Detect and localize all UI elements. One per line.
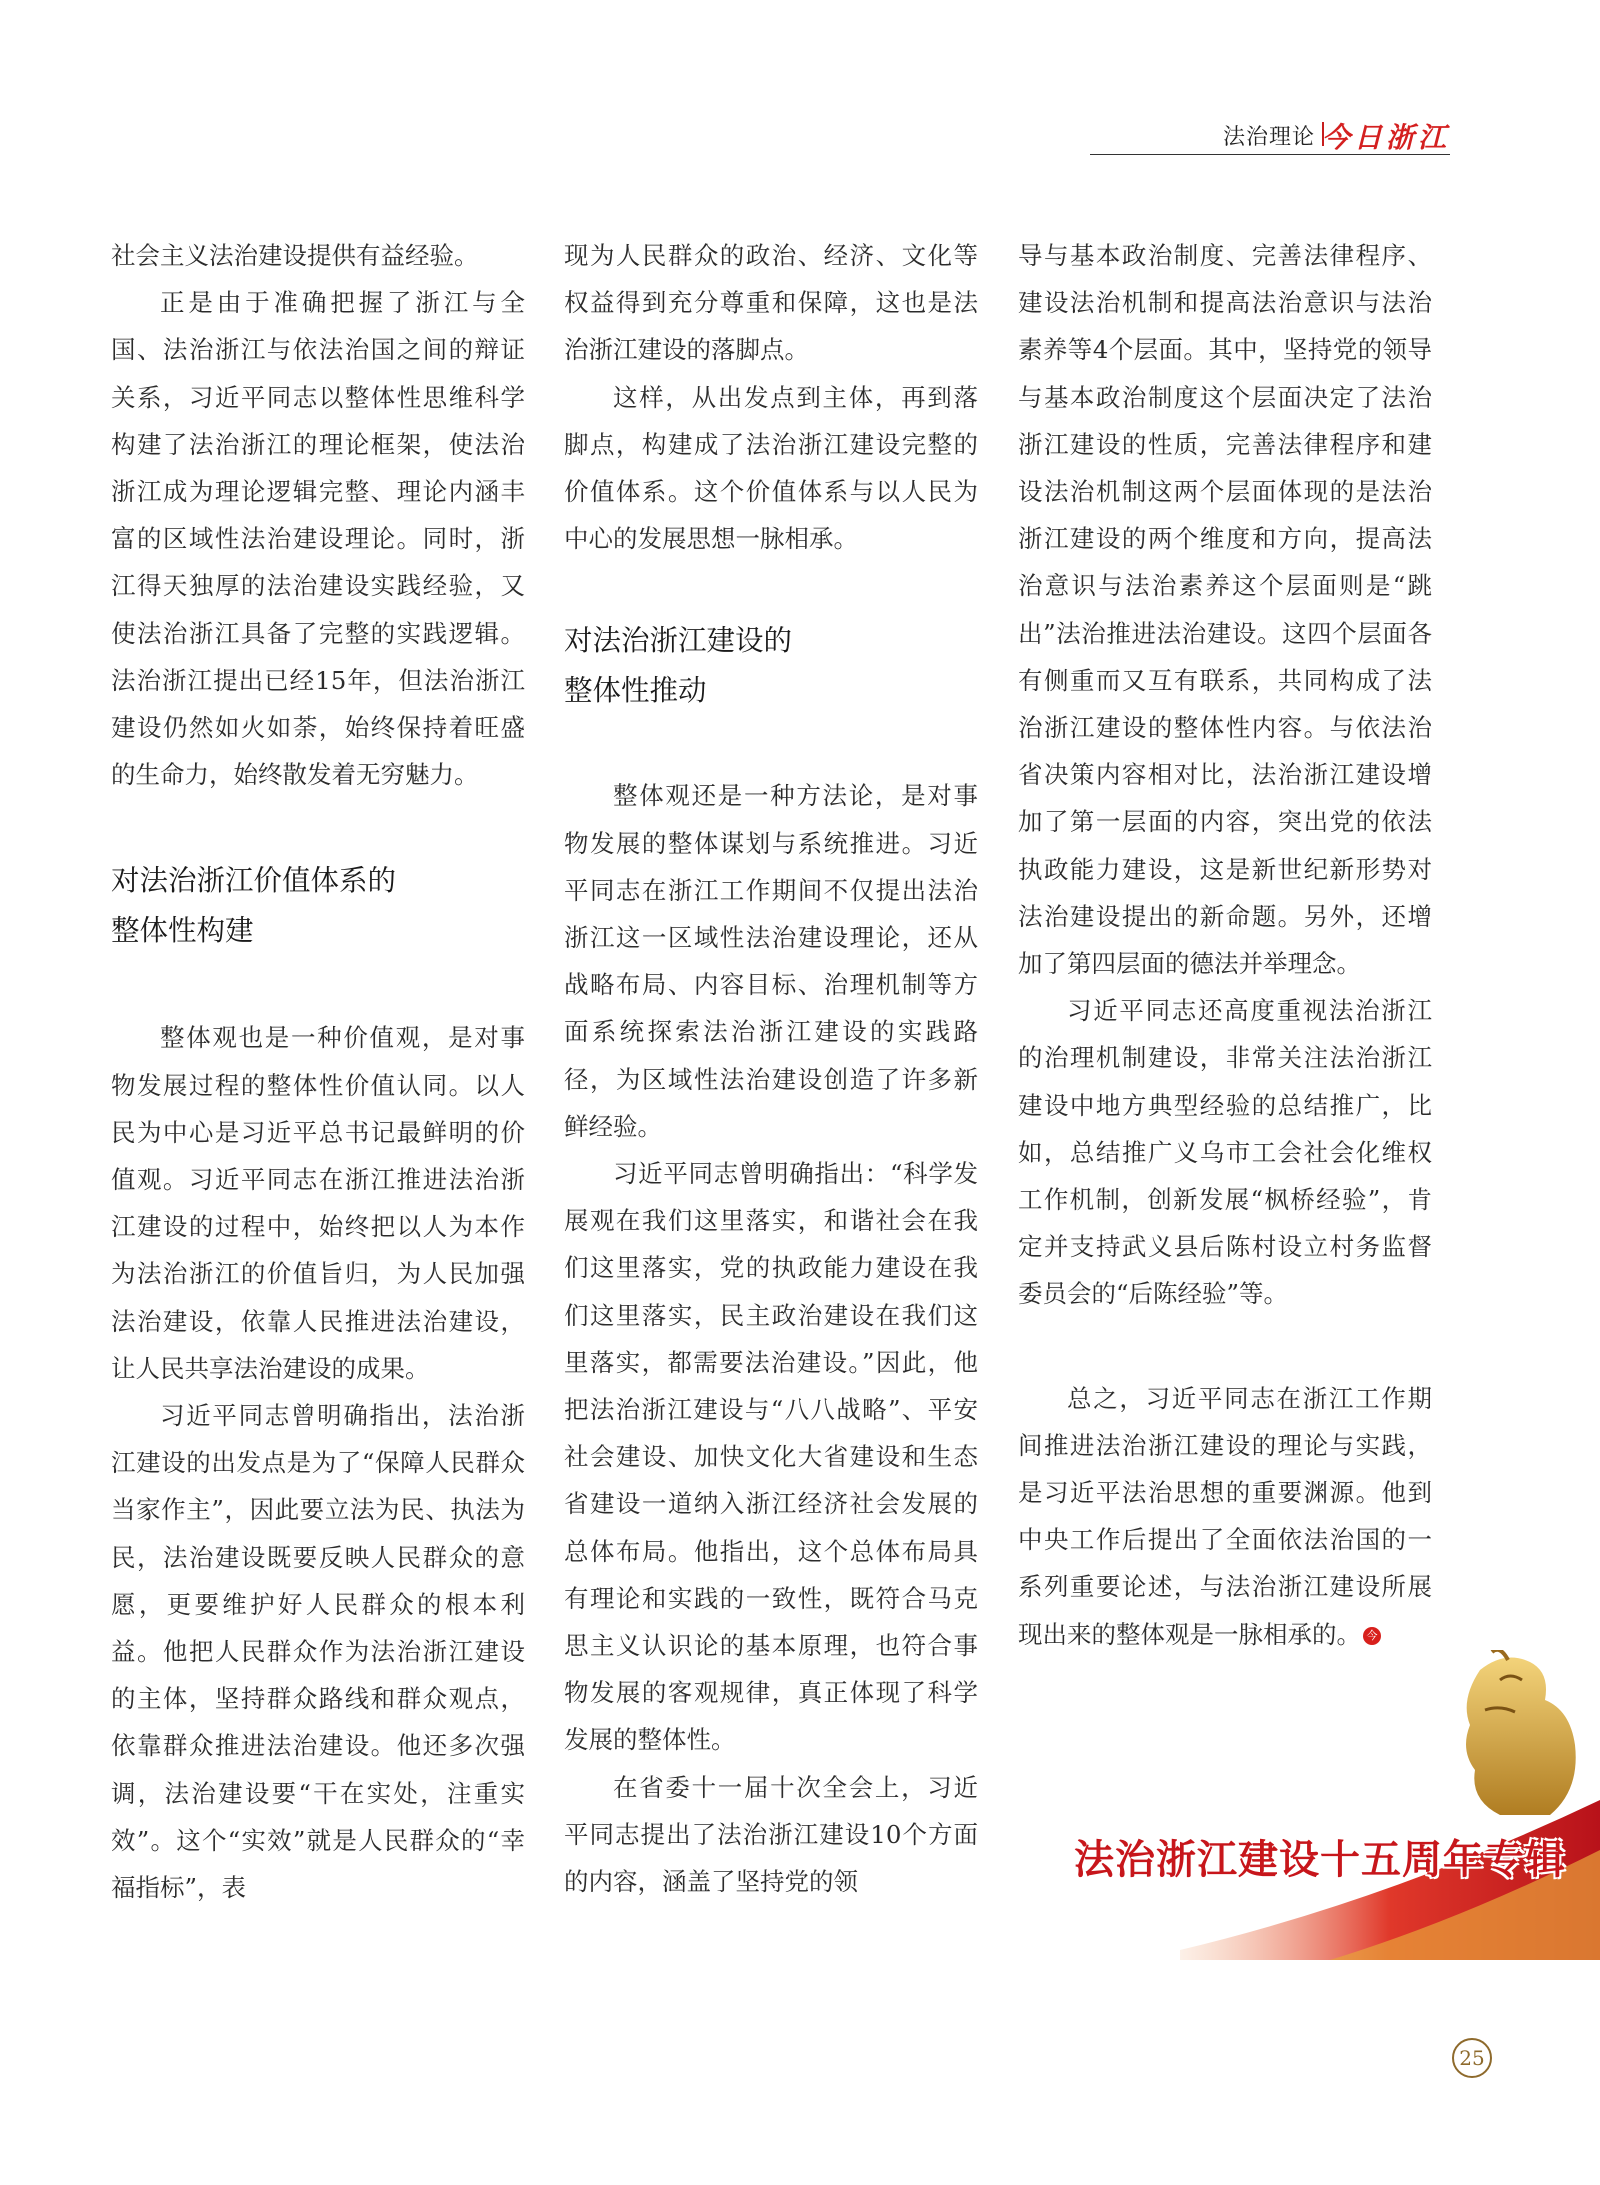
end-mark-icon: 今 bbox=[1363, 1627, 1381, 1645]
heading-line: 对法治浙江建设的 bbox=[564, 624, 793, 658]
banner-title: 法治浙江建设十五周年专辑 bbox=[1074, 1837, 1566, 1883]
paragraph: 整体观也是一种价值观，是对事物发展过程的整体性价值认同。以人民为中心是习近平总书记最鲜明的价值观。习近平同志在浙江推进法治浙江建设的过程中，始终把以人为本作为法治浙江的价值旨归，为人民加强法治建设，依靠人民推进法治建设，让人民共享法治建设的成果。 bbox=[111, 1023, 525, 1383]
paragraph-gap bbox=[1018, 1318, 1432, 1375]
paragraph: 整体观还是一种方法论，是对事物发展的整体谋划与系统推进。习近平同志在浙江工作期间不仅提出法治浙江这一区域性法治建设理论，还从战略布局、内容目标、治理机制等方面系统探索法治浙江建设的实践路径，为区域性法治建设创造了许多新鲜经验。 bbox=[564, 781, 978, 1141]
magazine-logo: 今日浙江 bbox=[1321, 121, 1450, 154]
section-heading bbox=[111, 856, 525, 956]
page-number: 25 bbox=[1452, 2038, 1492, 2078]
paragraph-text: 总之，习近平同志在浙江工作期间推进法治浙江建设的理论与实践，是习近平法治思想的重要渊源。他到中央工作后提出了全面依法治国的一系列重要论述，与法治浙江建设所展现出来的整体观是一脉相承的。 bbox=[1018, 1383, 1432, 1649]
paragraph: 现为人民群众的政治、经济、文化等权益得到充分尊重和保障，这也是法治浙江建设的落脚点。 bbox=[564, 241, 978, 365]
paragraph: 这样，从出发点到主体，再到落脚点，构建成了法治浙江建设完整的价值体系。这个价值体系与以人民为中心的发展思想一脉相承。 bbox=[564, 382, 978, 554]
paragraph: 在省委十一届十次全会上，习近平同志提出了法治浙江建设10个方面的内容，涵盖了坚持党的领 bbox=[564, 1772, 978, 1897]
heading-line: 整体性推动 bbox=[564, 674, 707, 708]
special-issue-banner bbox=[1030, 1650, 1600, 1960]
column-3 bbox=[1018, 232, 1432, 1658]
heading-line: 整体性构建 bbox=[111, 914, 254, 948]
paragraph bbox=[1018, 1375, 1432, 1658]
page-header bbox=[1090, 120, 1450, 160]
paragraph: 习近平同志还高度重视法治浙江的治理机制建设，非常关注法治浙江建设中地方典型经验的总结推广，比如，总结推广义乌市工会社会化维权工作机制，创新发展“枫桥经验”，肯定并支持武义县后陈村设立村务监督委员会的“后陈经验”等。 bbox=[1018, 996, 1432, 1309]
banner-art bbox=[1030, 1650, 1600, 1960]
heading-line: 对法治浙江价值体系的 bbox=[111, 864, 397, 898]
section-heading bbox=[564, 616, 978, 716]
xiezhi-statue-icon bbox=[1466, 1650, 1576, 1815]
paragraph: 导与基本政治制度、完善法律程序、建设法治机制和提高法治意识与法治素养等4个层面。其中，坚持党的领导与基本政治制度这个层面决定了法治浙江建设的性质，完善法律程序和建设法治机制这两个层面体现的是法治浙江建设的两个维度和方向，提高法治意识与法治素养这个层面则是“跳出”法治推进法治建设。这四个层面各有侧重而又互有联系，共同构成了法治浙江建设的整体性内容。与依法治省决策内容相对比，法治浙江建设增加了第一层面的内容，突出党的依法执政能力建设，这是新世纪新形势对法治建设提出的新命题。另外，还增加了第四层面的德法并举理念。 bbox=[1018, 241, 1432, 979]
column-2 bbox=[564, 232, 978, 1905]
paragraph: 习近平同志曾明确指出：“科学发展观在我们这里落实，和谐社会在我们这里落实，党的执政能力建设在我们这里落实，民主政治建设在我们这里落实，都需要法治建设。”因此，他把法治浙江建设与“八八战略”、平安社会建设、加快文化大省建设和生态省建设一道纳入浙江经济社会发展的总体布局。他指出，这个总体布局具有理论和实践的一致性，既符合马克思主义认识论的基本原理，也符合事物发展的客观规律，真正体现了科学发展的整体性。 bbox=[564, 1159, 978, 1755]
column-1 bbox=[111, 232, 525, 1911]
section-label: 法治理论 bbox=[1222, 125, 1315, 150]
paragraph: 正是由于准确把握了浙江与全国、法治浙江与依法治国之间的辩证关系，习近平同志以整体性思维科学构建了法治浙江的理论框架，使法治浙江成为理论逻辑完整、理论内涵丰富的区域性法治建设理论。同时，浙江得天独厚的法治建设实践经验，又使法治浙江具备了完整的实践逻辑。法治浙江提出已经15年，但法治浙江建设仍然如火如荼，始终保持着旺盛的生命力，始终散发着无穷魅力。 bbox=[111, 288, 525, 790]
paragraph: 社会主义法治建设提供有益经验。 bbox=[111, 241, 479, 270]
paragraph: 习近平同志曾明确指出，法治浙江建设的出发点是为了“保障人民群众当家作主”，因此要立法为民、执法为民，法治建设既要反映人民群众的意愿，更要维护好人民群众的根本利益。他把人民群众作为法治浙江建设的主体，坚持群众路线和群众观点，依靠群众推进法治建设。他还多次强调，法治建设要“干在实处，注重实效”。这个“实效”就是人民群众的“幸福指标”，表 bbox=[111, 1401, 525, 1903]
header-rule bbox=[1090, 154, 1450, 155]
